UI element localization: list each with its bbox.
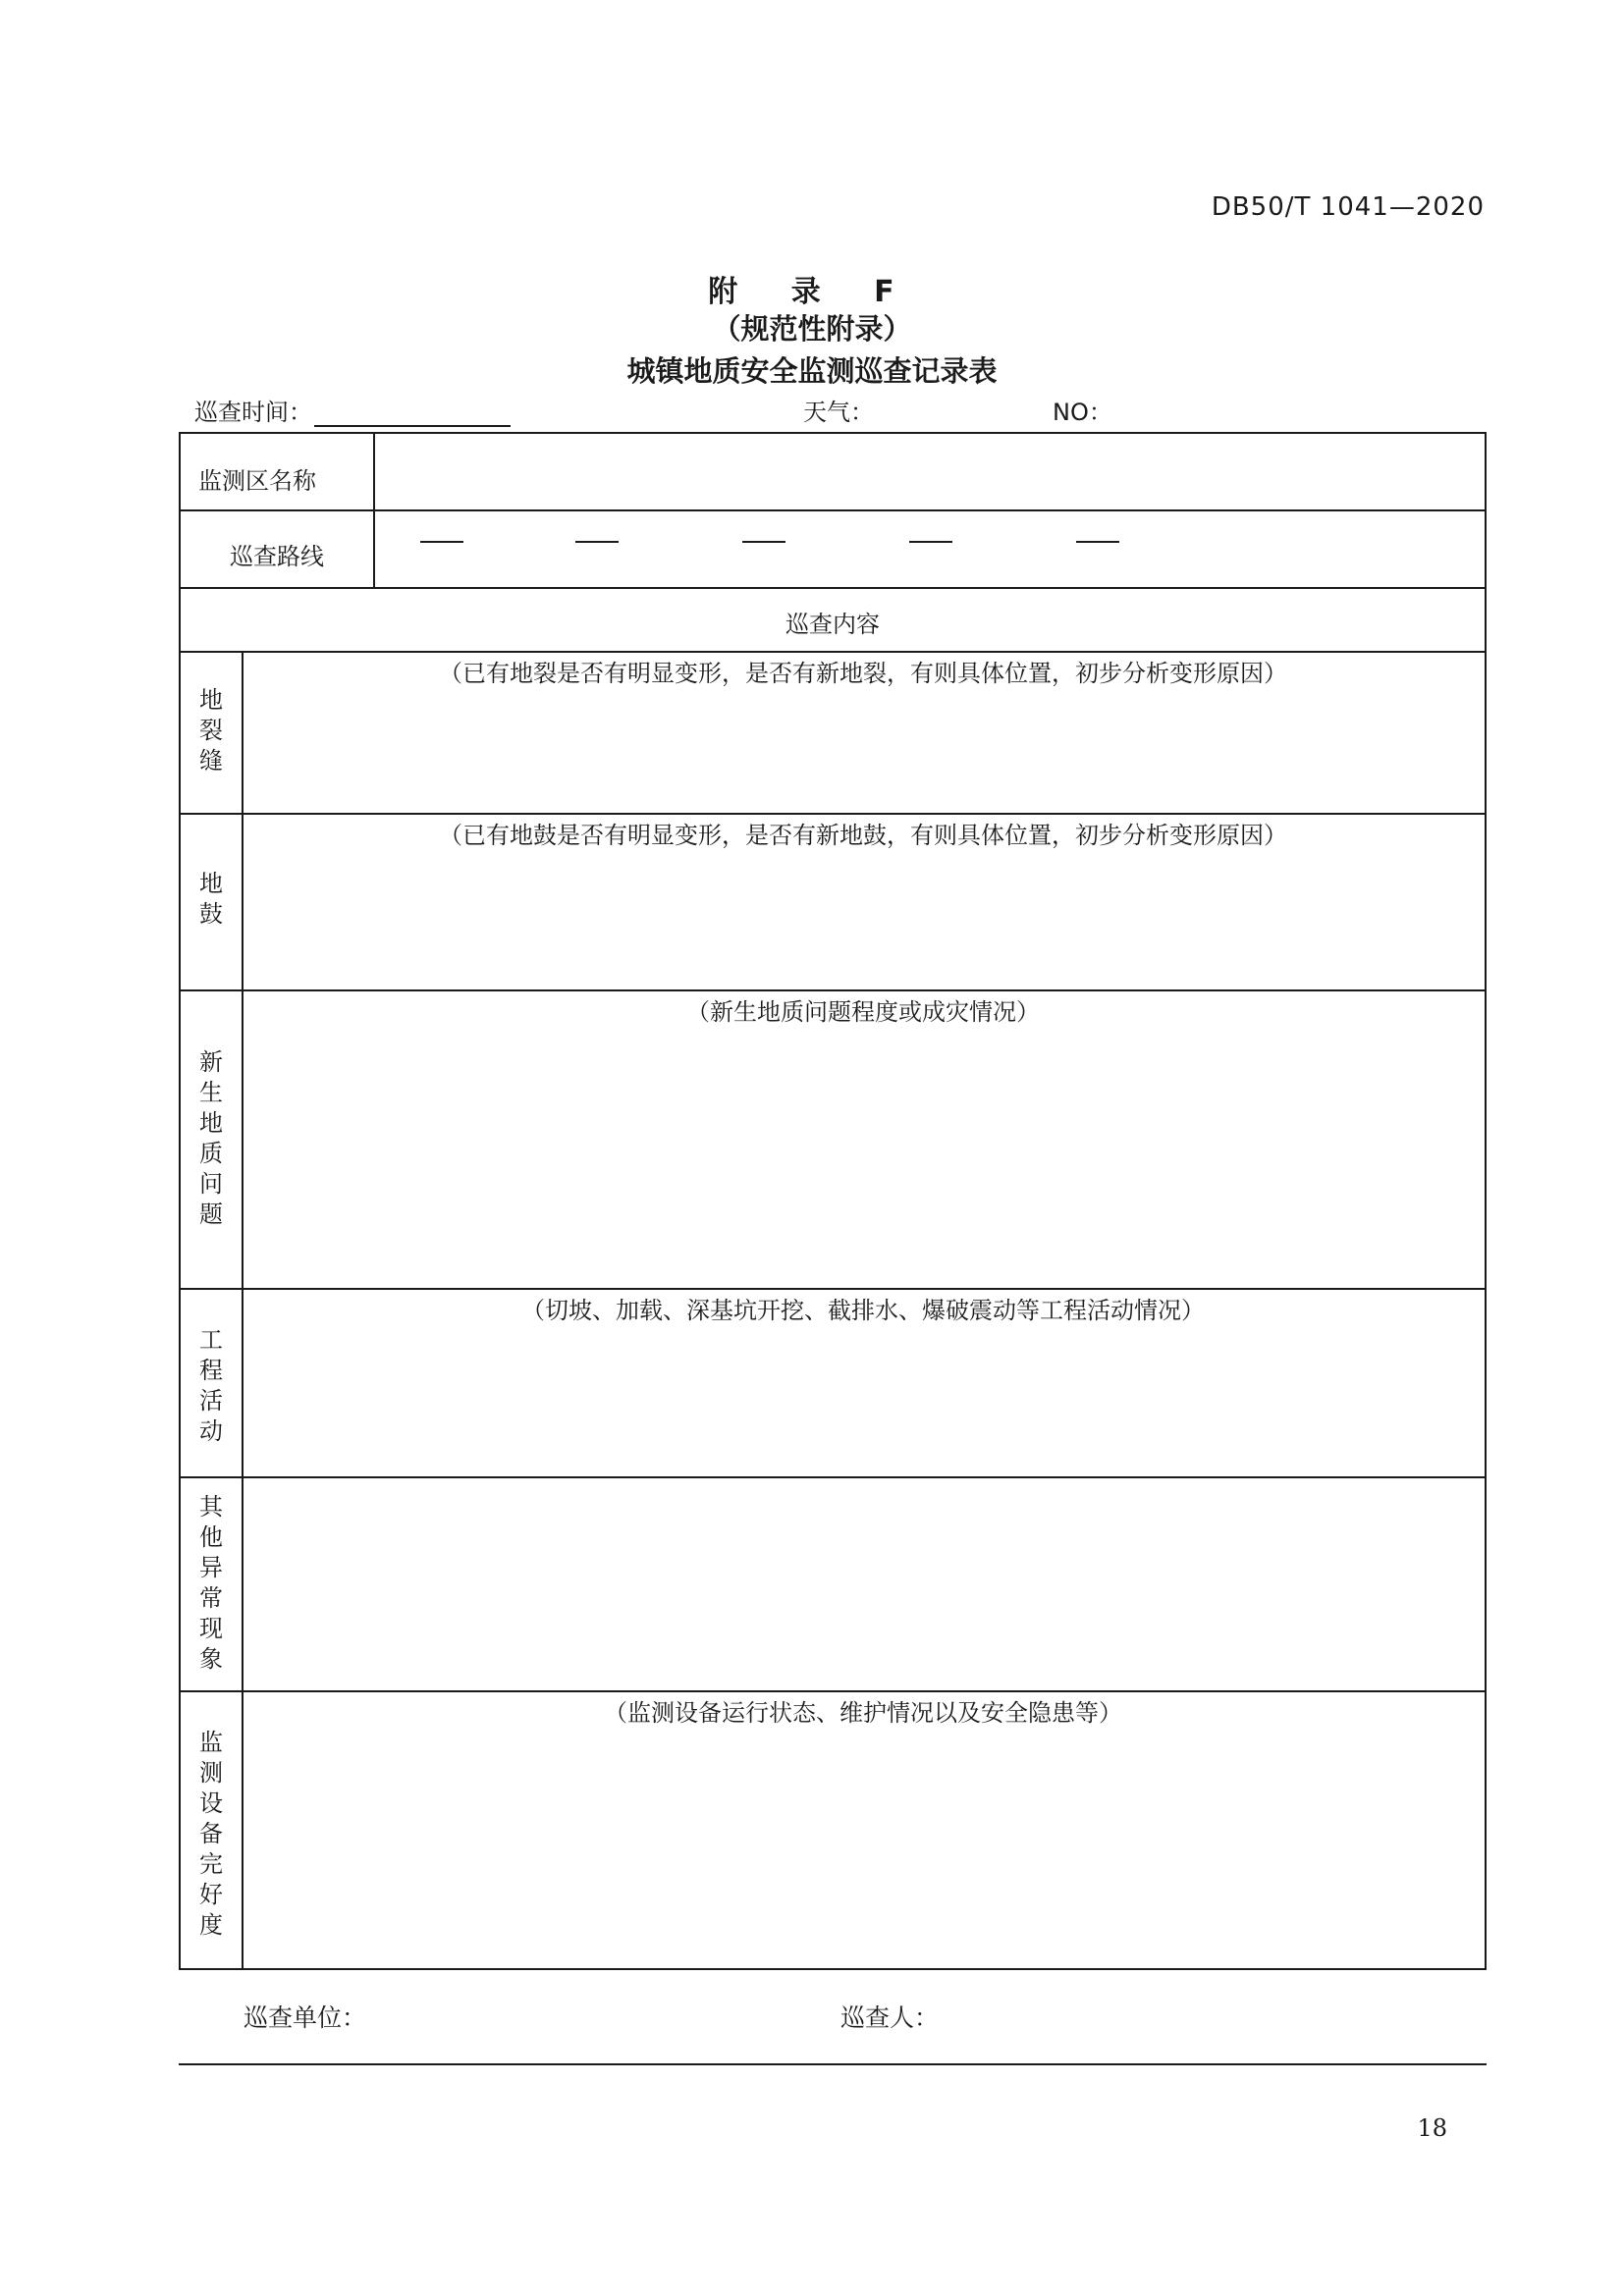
table-divider [181,1690,1485,1692]
ground-uplift-hint: （已有地鼓是否有明显变形，是否有新地鼓，有则具体位置，初步分析变形原因） [439,822,1287,849]
other-anomaly-label: 其 他 异 常 现 象 [199,1493,223,1673]
equipment-hint: （监测设备运行状态、维护情况以及安全隐患等） [604,1699,1122,1727]
area-name-label: 监测区名称 [198,467,316,495]
inspection-unit-label: 巡查单位： [244,2003,367,2032]
inspection-time-blank[interactable] [314,400,511,427]
route-dash [420,541,463,543]
engineering-activity-label: 工 程 活 动 [199,1326,223,1445]
table-divider [181,509,1485,511]
form-title: 城镇地质安全监测巡查记录表 [626,354,998,388]
table-divider [181,989,1485,991]
new-geological-label: 新 生 地 质 问 题 [199,1048,223,1228]
annex-title: 附 录 F [708,275,916,309]
ground-uplift-label: 地 鼓 [199,870,223,928]
inspection-record-table [179,432,1487,1970]
table-divider [181,1476,1485,1478]
table-divider [181,1288,1485,1290]
ground-fissure-hint: （已有地裂是否有明显变形，是否有新地裂，有则具体位置，初步分析变形原因） [439,660,1287,687]
route-label: 巡查路线 [230,543,324,570]
page-number: 18 [1417,2114,1447,2142]
inspection-time-field [194,393,511,427]
equipment-condition-label: 监 测 设 备 完 好 度 [199,1729,223,1939]
table-divider [181,651,1485,653]
table-divider [181,813,1485,815]
weather-label: 天气： [803,399,874,426]
route-dash [1076,541,1119,543]
inspector-label: 巡查人： [840,2003,940,2032]
content-header: 巡查内容 [785,611,880,638]
table-divider [181,587,1485,589]
route-dash [742,541,785,543]
engineering-activity-hint: （切坡、加载、深基坑开挖、截排水、爆破震动等工程活动情况） [521,1297,1205,1324]
route-dash [575,541,619,543]
ground-fissure-label: 地 裂 缝 [199,686,223,774]
new-geological-hint: （新生地质问题程度或成灾情况） [686,998,1040,1026]
inspection-time-label: 巡查时间： [194,399,312,426]
route-dash [909,541,952,543]
footer-rule [179,2063,1487,2065]
record-no-label: NO： [1053,399,1112,426]
standard-code: DB50/T 1041—2020 [1211,192,1485,222]
annex-subtitle: （规范性附录） [712,312,912,346]
